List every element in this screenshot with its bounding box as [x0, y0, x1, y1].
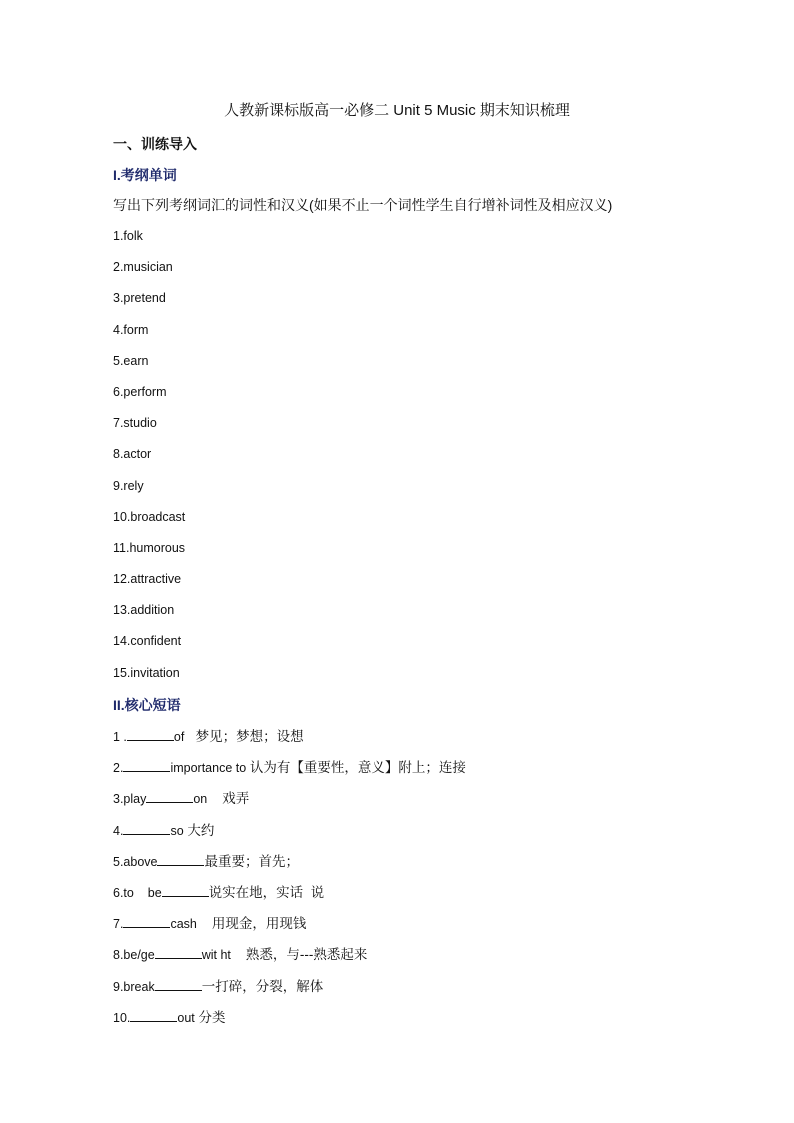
list-item: 15.invitation	[113, 665, 180, 680]
list-item	[113, 852, 466, 883]
section-heading: 一、训练导入	[113, 136, 197, 152]
phrase-meaning: 熟悉，与---熟悉起来	[230, 947, 368, 963]
phrase-meaning: 一打碎，分裂，解体	[201, 978, 324, 994]
phrase-prefix: 8.be/ge	[113, 948, 155, 963]
list-item: 8.actor	[113, 447, 152, 462]
phrase-suffix: cash	[170, 917, 197, 932]
list-item	[113, 914, 466, 945]
phrase-meaning: 说实在地，实话 说	[208, 884, 325, 900]
answer-blank	[157, 852, 204, 866]
phrase-suffix: of	[173, 730, 185, 744]
list-item: 10.broadcast	[113, 509, 186, 524]
phrase-meaning: 认为有【重要性，意义】附上；连接	[246, 760, 466, 776]
phrase-prefix: 5.above	[113, 854, 158, 869]
phrase-prefix: 4.	[113, 823, 124, 838]
answer-blank	[123, 758, 170, 772]
list-item: 12.attractive	[113, 572, 182, 587]
answer-blank	[127, 727, 174, 741]
phrase-prefix: 7.	[113, 917, 124, 932]
phrase-suffix: importance to	[170, 761, 247, 776]
list-item: 5.earn	[113, 353, 149, 368]
list-item	[113, 945, 466, 976]
phrase-prefix: 10.	[113, 1010, 131, 1025]
phrase-prefix: 3.play	[113, 792, 147, 807]
list-item: 6.perform	[113, 384, 167, 399]
list-item	[113, 789, 466, 820]
phrase-suffix: on	[193, 792, 208, 807]
phrase-meaning: 最重要；首先；	[204, 853, 299, 869]
list-item: 3.pretend	[113, 291, 166, 306]
vocabulary-list	[113, 227, 185, 695]
answer-blank	[130, 1008, 177, 1022]
phrase-prefix: 6.to be	[113, 885, 162, 900]
list-item	[113, 758, 466, 789]
phrase-suffix: so	[170, 823, 184, 838]
answer-blank	[123, 914, 170, 928]
part-one-heading: I.考纲单词	[113, 167, 177, 183]
list-item	[113, 727, 466, 758]
phrase-meaning: 用现金，用现钱	[196, 916, 307, 932]
phrase-meaning: 大约	[183, 822, 215, 838]
phrase-suffix: out	[177, 1010, 195, 1025]
page-title: 人教新课标版高一必修二 Unit 5 Music 期末知识梳理	[224, 102, 570, 119]
list-item	[113, 1008, 466, 1039]
phrase-meaning: 分类	[194, 1009, 226, 1025]
answer-blank	[162, 883, 209, 897]
list-item: 7.studio	[113, 416, 157, 431]
list-item: 13.addition	[113, 603, 175, 618]
answer-blank	[155, 977, 202, 991]
list-item: 14.confident	[113, 634, 182, 649]
phrase-meaning: 梦见；梦想；设想	[184, 729, 304, 744]
phrase-suffix: wit ht	[201, 948, 231, 963]
list-item: 2.musician	[113, 260, 173, 275]
list-item: 11.humorous	[113, 540, 186, 555]
answer-blank	[123, 821, 170, 835]
list-item	[113, 977, 466, 1008]
phrase-prefix: 9.break	[113, 979, 155, 994]
phrase-list	[113, 727, 466, 1039]
list-item: 9.rely	[113, 478, 144, 493]
part-two-heading: II.核心短语	[113, 697, 181, 713]
phrase-prefix: 1 .	[113, 730, 127, 744]
list-item: 4.form	[113, 322, 149, 337]
phrase-prefix: 2.	[113, 761, 124, 776]
list-item	[113, 821, 466, 852]
answer-blank	[146, 789, 193, 803]
list-item: 1.folk	[113, 229, 143, 243]
answer-blank	[155, 945, 202, 959]
phrase-meaning: 戏弄	[207, 791, 250, 807]
list-item	[113, 883, 466, 914]
instruction-text: 写出下列考纲词汇的词性和汉义(如果不止一个词性学生自行增补词性及相应汉义)	[113, 197, 613, 213]
